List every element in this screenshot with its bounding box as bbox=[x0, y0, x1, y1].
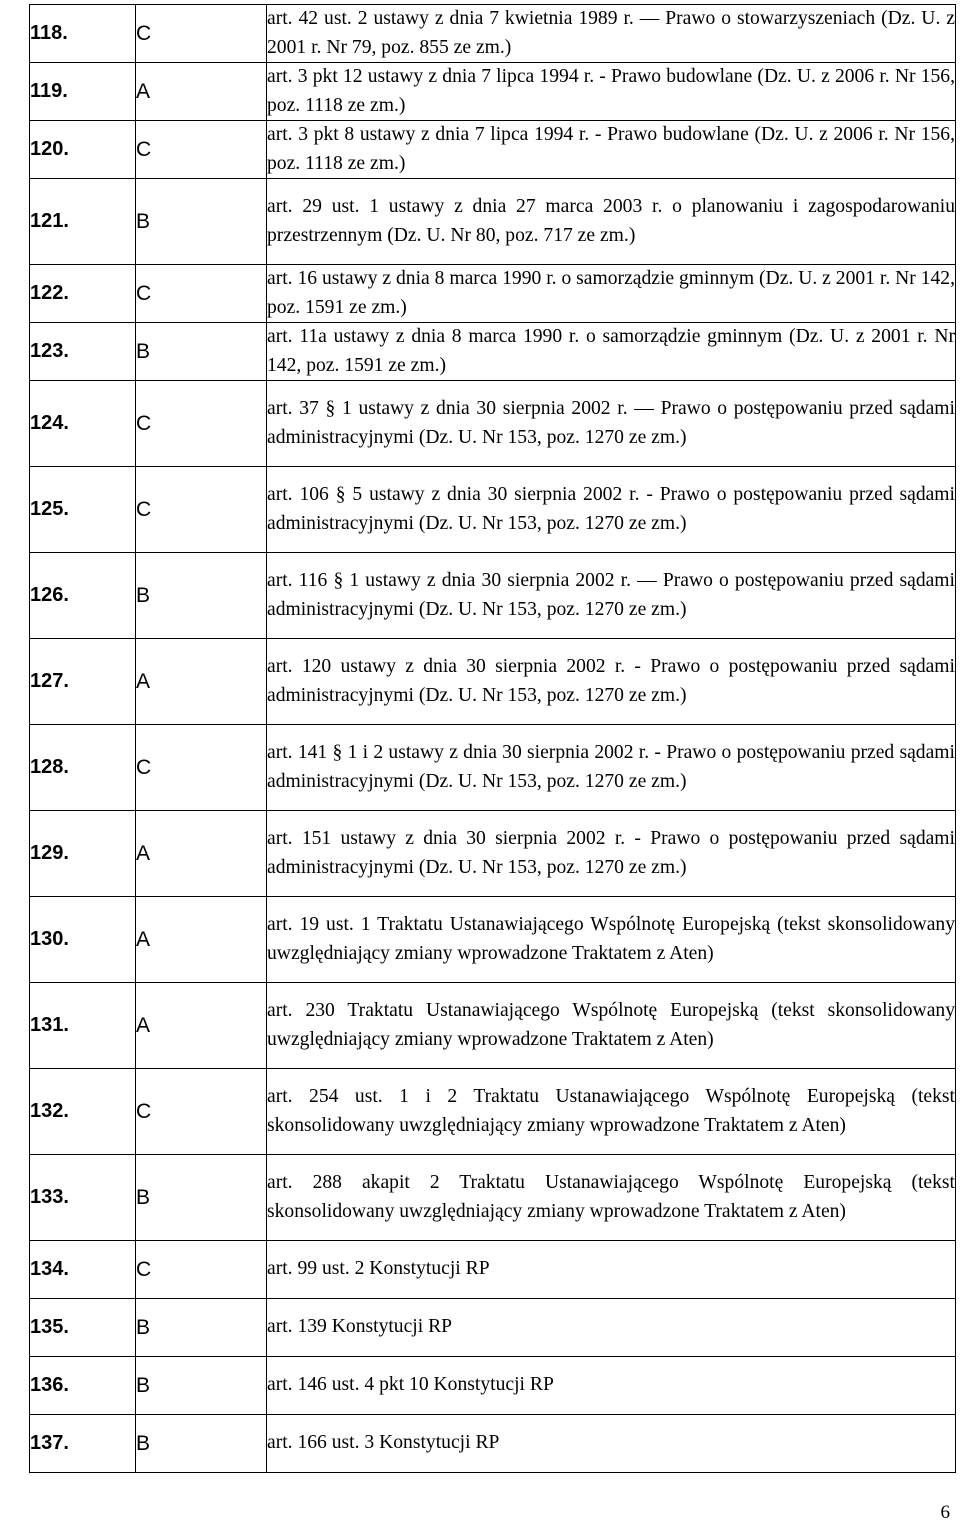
question-number: 119. bbox=[30, 63, 136, 121]
answer-letter: A bbox=[136, 811, 267, 897]
answer-row bbox=[30, 179, 956, 265]
question-number: 137. bbox=[30, 1415, 136, 1473]
answer-row bbox=[30, 1299, 956, 1357]
answer-row bbox=[30, 983, 956, 1069]
answer-row bbox=[30, 467, 956, 553]
question-number: 120. bbox=[30, 121, 136, 179]
answer-row bbox=[30, 265, 956, 323]
legal-source: art. 120 ustawy z dnia 30 sierpnia 2002 r. - Prawo o postępowaniu przed sądami administracyjnymi (Dz. U. Nr 153, poz. 1270 ze zm.) bbox=[267, 656, 955, 706]
legal-source: art. 288 akapit 2 Traktatu Ustanawiającego Wspólnotę Europejską (tekst skonsolidowany uwzględniający zmiany wprowadzone Traktatem z Aten) bbox=[267, 1172, 955, 1222]
legal-source-cell bbox=[267, 467, 956, 553]
answer-key-table bbox=[29, 4, 956, 1473]
legal-source-cell bbox=[267, 1415, 956, 1473]
answer-letter: C bbox=[136, 1241, 267, 1299]
legal-source: art. 106 § 5 ustawy z dnia 30 sierpnia 2002 r. - Prawo o postępowaniu przed sądami administracyjnymi (Dz. U. Nr 153, poz. 1270 ze zm.) bbox=[267, 484, 955, 534]
answer-letter: C bbox=[136, 5, 267, 63]
answer-letter: B bbox=[136, 553, 267, 639]
answer-letter: B bbox=[136, 1299, 267, 1357]
answer-key-rows bbox=[30, 5, 956, 1473]
answer-letter: C bbox=[136, 381, 267, 467]
question-number: 129. bbox=[30, 811, 136, 897]
answer-letter: A bbox=[136, 63, 267, 121]
answer-row bbox=[30, 811, 956, 897]
answer-row bbox=[30, 5, 956, 63]
legal-source-cell bbox=[267, 5, 956, 63]
legal-source: art. 29 ust. 1 ustawy z dnia 27 marca 2003 r. o planowaniu i zagospodarowaniu przestrzennym (Dz. U. Nr 80, poz. 717 ze zm.) bbox=[267, 196, 955, 246]
answer-row bbox=[30, 553, 956, 639]
answer-letter: C bbox=[136, 467, 267, 553]
legal-source: art. 37 § 1 ustawy z dnia 30 sierpnia 2002 r. — Prawo o postępowaniu przed sądami administracyjnymi (Dz. U. Nr 153, poz. 1270 ze zm.) bbox=[267, 398, 955, 448]
legal-source-cell bbox=[267, 725, 956, 811]
legal-source-cell bbox=[267, 1357, 956, 1415]
legal-source-cell bbox=[267, 1069, 956, 1155]
answer-letter: B bbox=[136, 1155, 267, 1241]
legal-source-cell bbox=[267, 63, 956, 121]
question-number: 118. bbox=[30, 5, 136, 63]
answer-row bbox=[30, 897, 956, 983]
legal-source-cell bbox=[267, 1299, 956, 1357]
answer-letter: C bbox=[136, 1069, 267, 1155]
legal-source: art. 141 § 1 i 2 ustawy z dnia 30 sierpnia 2002 r. - Prawo o postępowaniu przed sądami administracyjnymi (Dz. U. Nr 153, poz. 1270 ze zm.) bbox=[267, 742, 955, 792]
answer-row bbox=[30, 121, 956, 179]
legal-source: art. 11a ustawy z dnia 8 marca 1990 r. o samorządzie gminnym (Dz. U. z 2001 r. Nr 142, poz. 1591 ze zm.) bbox=[267, 326, 955, 376]
legal-source: art. 146 ust. 4 pkt 10 Konstytucji RP bbox=[267, 1374, 554, 1396]
answer-letter: A bbox=[136, 639, 267, 725]
answer-row bbox=[30, 1357, 956, 1415]
question-number: 123. bbox=[30, 323, 136, 381]
question-number: 132. bbox=[30, 1069, 136, 1155]
question-number: 128. bbox=[30, 725, 136, 811]
answer-row bbox=[30, 1069, 956, 1155]
legal-source: art. 3 pkt 8 ustawy z dnia 7 lipca 1994 r. - Prawo budowlane (Dz. U. z 2006 r. Nr 156, poz. 1118 ze zm.) bbox=[267, 124, 955, 174]
legal-source: art. 3 pkt 12 ustawy z dnia 7 lipca 1994 r. - Prawo budowlane (Dz. U. z 2006 r. Nr 156, poz. 1118 ze zm.) bbox=[267, 66, 955, 116]
answer-letter: A bbox=[136, 983, 267, 1069]
answer-letter: C bbox=[136, 121, 267, 179]
question-number: 131. bbox=[30, 983, 136, 1069]
legal-source-cell bbox=[267, 1241, 956, 1299]
question-number: 125. bbox=[30, 467, 136, 553]
legal-source: art. 166 ust. 3 Konstytucji RP bbox=[267, 1432, 500, 1454]
answer-letter: B bbox=[136, 323, 267, 381]
question-number: 127. bbox=[30, 639, 136, 725]
legal-source-cell bbox=[267, 323, 956, 381]
legal-source-cell bbox=[267, 381, 956, 467]
legal-source: art. 16 ustawy z dnia 8 marca 1990 r. o samorządzie gminnym (Dz. U. z 2001 r. Nr 142, poz. 1591 ze zm.) bbox=[267, 268, 955, 318]
answer-letter: B bbox=[136, 179, 267, 265]
legal-source-cell bbox=[267, 179, 956, 265]
legal-source: art. 42 ust. 2 ustawy z dnia 7 kwietnia 1989 r. — Prawo o stowarzyszeniach (Dz. U. z 2001 r. Nr 79, poz. 855 ze zm.) bbox=[267, 8, 955, 58]
legal-source: art. 230 Traktatu Ustanawiającego Wspólnotę Europejską (tekst skonsolidowany uwzględniający zmiany wprowadzone Traktatem z Aten) bbox=[267, 1000, 955, 1050]
question-number: 135. bbox=[30, 1299, 136, 1357]
answer-row bbox=[30, 63, 956, 121]
legal-source-cell bbox=[267, 265, 956, 323]
question-number: 124. bbox=[30, 381, 136, 467]
legal-source-cell bbox=[267, 121, 956, 179]
legal-source: art. 151 ustawy z dnia 30 sierpnia 2002 r. - Prawo o postępowaniu przed sądami administracyjnymi (Dz. U. Nr 153, poz. 1270 ze zm.) bbox=[267, 828, 955, 878]
question-number: 122. bbox=[30, 265, 136, 323]
legal-source: art. 19 ust. 1 Traktatu Ustanawiającego Wspólnotę Europejską (tekst skonsolidowany uwzględniający zmiany wprowadzone Traktatem z Aten) bbox=[267, 914, 955, 964]
answer-row bbox=[30, 381, 956, 467]
question-number: 133. bbox=[30, 1155, 136, 1241]
legal-source: art. 116 § 1 ustawy z dnia 30 sierpnia 2002 r. — Prawo o postępowaniu przed sądami administracyjnymi (Dz. U. Nr 153, poz. 1270 ze zm.) bbox=[267, 570, 955, 620]
answer-row bbox=[30, 639, 956, 725]
question-number: 134. bbox=[30, 1241, 136, 1299]
answer-letter: B bbox=[136, 1357, 267, 1415]
answer-row bbox=[30, 1241, 956, 1299]
answer-letter: C bbox=[136, 725, 267, 811]
answer-row bbox=[30, 1155, 956, 1241]
legal-source-cell bbox=[267, 983, 956, 1069]
legal-source: art. 99 ust. 2 Konstytucji RP bbox=[267, 1258, 490, 1280]
answer-row bbox=[30, 725, 956, 811]
answer-row bbox=[30, 1415, 956, 1473]
legal-source-cell bbox=[267, 639, 956, 725]
answer-letter: B bbox=[136, 1415, 267, 1473]
page-number: 6 bbox=[940, 1502, 950, 1523]
legal-source: art. 139 Konstytucji RP bbox=[267, 1316, 453, 1338]
question-number: 136. bbox=[30, 1357, 136, 1415]
legal-source-cell bbox=[267, 553, 956, 639]
answer-letter: A bbox=[136, 897, 267, 983]
question-number: 121. bbox=[30, 179, 136, 265]
legal-source: art. 254 ust. 1 i 2 Traktatu Ustanawiającego Wspólnotę Europejską (tekst skonsolidowany uwzględniający zmiany wprowadzone Traktatem z Aten) bbox=[267, 1086, 955, 1136]
question-number: 126. bbox=[30, 553, 136, 639]
answer-row bbox=[30, 323, 956, 381]
question-number: 130. bbox=[30, 897, 136, 983]
legal-source-cell bbox=[267, 1155, 956, 1241]
answer-letter: C bbox=[136, 265, 267, 323]
legal-source-cell bbox=[267, 811, 956, 897]
legal-source-cell bbox=[267, 897, 956, 983]
